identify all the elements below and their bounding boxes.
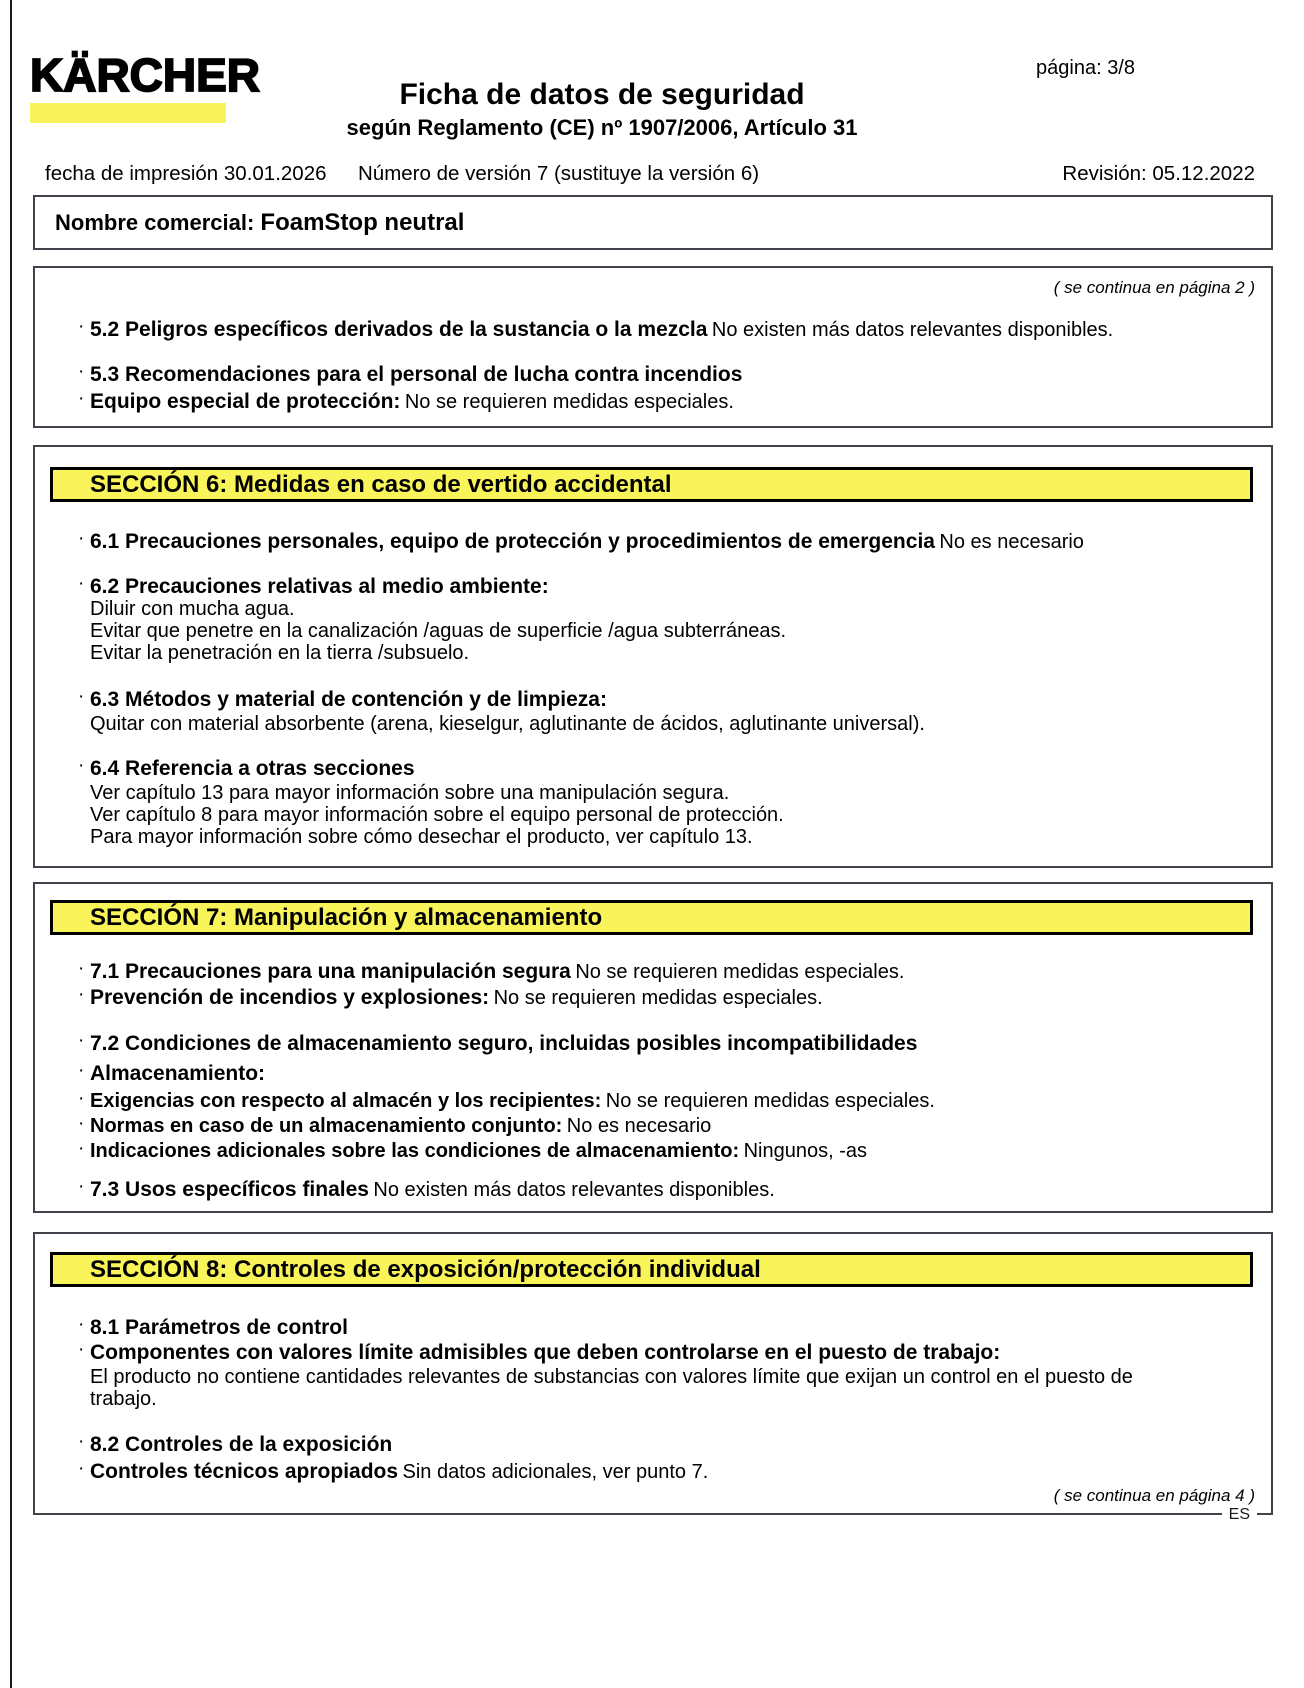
section-6-title: SECCIÓN 6: Medidas en caso de vertido accidental (90, 470, 672, 498)
technical-controls-line (90, 1460, 1253, 1485)
subsection-head: 5.2 Peligros específicos derivados de la sustancia o la mezcla (90, 318, 708, 341)
body-line: Ver capítulo 8 para mayor información sobre el equipo personal de protección. (90, 804, 784, 826)
subsection-head: 8.2 Controles de la exposición (90, 1433, 393, 1456)
subsection-5-3 (90, 363, 1253, 388)
body-line: Evitar la penetración en la tierra /subsuelo. (90, 642, 470, 664)
section-8-header-bar (50, 1252, 1253, 1287)
joint-storage-line (90, 1115, 1253, 1139)
revision-date: Revisión: 05.12.2022 (1062, 162, 1255, 185)
language-tag: ES (1222, 1506, 1257, 1524)
section-5-continuation-box (33, 266, 1273, 428)
subsection-6-3 (90, 688, 1253, 713)
page-edge-rule (10, 0, 12, 1688)
section-6-header-bar (50, 467, 1253, 502)
subsection-value: No se requieren medidas especiales. (605, 1090, 935, 1112)
continuation-note: ( se continua en página 4 ) (1053, 1486, 1255, 1505)
subsection-value: No se requieren medidas especiales. (575, 961, 905, 983)
body-line: trabajo. (90, 1388, 157, 1410)
document-subtitle: según Reglamento (CE) nº 1907/2006, Artículo 31 (346, 115, 858, 140)
body-line: Diluir con mucha agua. (90, 598, 295, 620)
karcher-logo: KÄRCHER (30, 49, 260, 101)
product-label: Nombre comercial: (55, 210, 255, 235)
body-line: El producto no contiene cantidades relevantes de substancias con valores límite que exijan un control en el puesto de (90, 1366, 1133, 1388)
section-7-title: SECCIÓN 7: Manipulación y almacenamiento (90, 903, 603, 931)
subsection-head: 8.1 Parámetros de control (90, 1316, 348, 1339)
subsection-head: Normas en caso de un almacenamiento conjunto: (90, 1115, 563, 1137)
version-info: Número de versión 7 (sustituye la versión 6) (358, 162, 760, 185)
subsection-head: Almacenamiento: (90, 1062, 266, 1085)
subsection-value: Sin datos adicionales, ver punto 7. (402, 1461, 709, 1483)
subsection-head: 6.1 Precauciones personales, equipo de protección y procedimientos de emergencia (90, 530, 935, 553)
subsection-value: Ningunos, -as (743, 1140, 867, 1162)
document-title: Ficha de datos de seguridad (399, 78, 805, 111)
subsection-value: No existen más datos relevantes disponibles. (373, 1179, 775, 1201)
subsection-head: Prevención de incendios y explosiones: (90, 986, 490, 1009)
continuation-note: ( se continua en página 2 ) (1053, 278, 1255, 297)
product-name-box (33, 195, 1273, 250)
print-date: fecha de impresión 30.01.2026 (45, 162, 327, 185)
subsection-head: 6.2 Precauciones relativas al medio ambiente: (90, 575, 549, 598)
subsection-7-1 (90, 960, 1253, 985)
subsection-head: Indicaciones adicionales sobre las condiciones de almacenamiento: (90, 1140, 740, 1162)
subsection-head: Exigencias con respecto al almacén y los recipientes: (90, 1090, 602, 1112)
subsection-6-4 (90, 757, 1253, 782)
subsection-5-2 (90, 318, 1253, 343)
section-8-box (33, 1232, 1273, 1523)
subsection-6-1 (90, 530, 1253, 555)
subsection-value: No se requieren medidas especiales. (404, 391, 734, 413)
body-line: Ver capítulo 13 para mayor información sobre una manipulación segura. (90, 782, 730, 804)
fire-prevention-line (90, 986, 1253, 1011)
body-line: Para mayor información sobre cómo desechar el producto, ver capítulo 13. (90, 826, 753, 848)
subsection-8-1 (90, 1316, 1253, 1341)
section-7-header-bar (50, 900, 1253, 935)
subsection-head: Equipo especial de protección: (90, 390, 401, 413)
subsection-8-2 (90, 1433, 1253, 1458)
additional-storage-conditions-line (90, 1140, 1253, 1164)
product-name: FoamStop neutral (260, 209, 465, 236)
section-6-box (33, 445, 1273, 868)
product-name-line (55, 209, 464, 237)
subsection-head: 7.3 Usos específicos finales (90, 1178, 369, 1201)
section-8-title: SECCIÓN 8: Controles de exposición/protección individual (90, 1255, 761, 1283)
subsection-head: 7.1 Precauciones para una manipulación segura (90, 960, 571, 983)
subsection-value: No existen más datos relevantes disponibles. (711, 319, 1114, 341)
subsection-head: 7.2 Condiciones de almacenamiento seguro, incluidas posibles incompatibilidades (90, 1032, 918, 1055)
subsection-head: Componentes con valores límite admisibles que deben controlarse en el puesto de trabajo: (90, 1341, 1001, 1364)
storage-requirements-line (90, 1090, 1253, 1114)
subsection-head: 5.3 Recomendaciones para el personal de lucha contra incendios (90, 363, 743, 386)
equipment-protection-line (90, 390, 1253, 415)
subsection-value: No es necesario (566, 1115, 712, 1137)
section-7-box (33, 882, 1273, 1213)
page-number: página: 3/8 (1036, 57, 1135, 79)
subsection-head: 6.3 Métodos y material de contención y de limpieza: (90, 688, 607, 711)
subsection-head: Controles técnicos apropiados (90, 1460, 399, 1483)
subsection-value: No se requieren medidas especiales. (493, 987, 823, 1009)
storage-line (90, 1062, 1253, 1087)
body-line: Evitar que penetre en la canalización /aguas de superficie /agua subterráneas. (90, 620, 787, 642)
subsection-value: No es necesario (939, 531, 1084, 553)
subsection-6-2 (90, 575, 1253, 600)
body-line: Quitar con material absorbente (arena, kieselgur, aglutinante de ácidos, aglutinante universal). (90, 713, 925, 735)
workplace-limit-components-line (90, 1341, 1253, 1366)
logo-yellow-underline (30, 103, 226, 123)
subsection-7-3 (90, 1178, 1253, 1203)
subsection-7-2 (90, 1032, 1253, 1057)
subsection-head: 6.4 Referencia a otras secciones (90, 757, 415, 780)
